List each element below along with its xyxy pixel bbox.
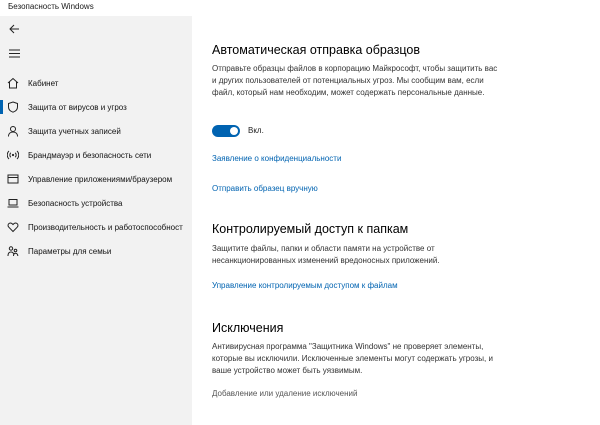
sidebar-item-family-options[interactable] <box>0 240 192 262</box>
sidebar-item-label: Безопасность устройства <box>28 198 123 208</box>
sidebar-item-account-protection[interactable] <box>0 120 192 142</box>
sidebar <box>0 16 192 425</box>
sidebar-item-app-browser-control[interactable] <box>0 168 192 190</box>
sidebar-item-label: Производительность и работоспособност <box>28 222 183 232</box>
sample-submission-heading: Автоматическая отправка образцов <box>212 43 420 57</box>
home-icon <box>6 76 20 90</box>
wifi-icon <box>6 148 20 162</box>
person-icon <box>6 124 20 138</box>
manage-controlled-folder-link[interactable]: Управление контролируемым доступом к файлам <box>212 281 398 290</box>
laptop-icon <box>6 196 20 210</box>
window-title: Безопасность Windows <box>8 2 94 11</box>
submit-sample-manually-link[interactable]: Отправить образец вручную <box>212 184 318 193</box>
family-icon <box>6 244 20 258</box>
exclusions-heading: Исключения <box>212 321 284 335</box>
back-button[interactable] <box>4 20 24 38</box>
sidebar-item-label: Параметры для семьи <box>28 246 112 256</box>
sidebar-item-virus-protection[interactable] <box>0 96 192 118</box>
controlled-folder-heading: Контролируемый доступ к папкам <box>212 222 409 236</box>
sidebar-item-firewall[interactable] <box>0 144 192 166</box>
add-remove-exclusions-link[interactable]: Добавление или удаление исключений <box>212 389 358 398</box>
menu-button[interactable] <box>4 44 24 62</box>
sample-submission-toggle[interactable] <box>212 125 240 137</box>
shield-icon <box>6 100 20 114</box>
sample-submission-description: Отправьте образцы файлов в корпорацию Майкрософт, чтобы защитить вас и других пользователей от потенциальных угроз. Мы сообщим вам, если файл, который нам необходим, может содержать персональные данные. <box>212 64 498 97</box>
back-arrow-icon <box>9 24 20 34</box>
toggle-state-label: Вкл. <box>248 126 264 135</box>
sidebar-item-label: Управление приложениями/браузером <box>28 174 173 184</box>
sidebar-item-label: Защита учетных записей <box>28 126 121 136</box>
sidebar-item-label: Брандмауэр и безопасность сети <box>28 150 152 160</box>
app-window-icon <box>6 172 20 186</box>
privacy-statement-link[interactable]: Заявление о конфиденциальности <box>212 154 342 163</box>
heart-icon <box>6 220 20 234</box>
hamburger-menu-icon <box>9 49 20 58</box>
exclusions-description: Антивирусная программа "Защитника Windows" не проверяет элементы, которые вы исключили. Исключенные элементы могут содержать угрозы, и ваше устройство может быть уязвимым. <box>212 342 493 375</box>
controlled-folder-description: Защитите файлы, папки и области памяти на устройстве от несанкционированных изменений вредоносных приложений. <box>212 244 440 265</box>
sidebar-item-label: Кабинет <box>28 78 59 88</box>
sidebar-item-device-performance[interactable] <box>0 216 192 238</box>
sidebar-item-label: Защита от вирусов и угроз <box>28 102 127 112</box>
sidebar-item-home[interactable] <box>0 72 192 94</box>
toggle-knob <box>230 127 238 135</box>
sidebar-item-device-security[interactable] <box>0 192 192 214</box>
